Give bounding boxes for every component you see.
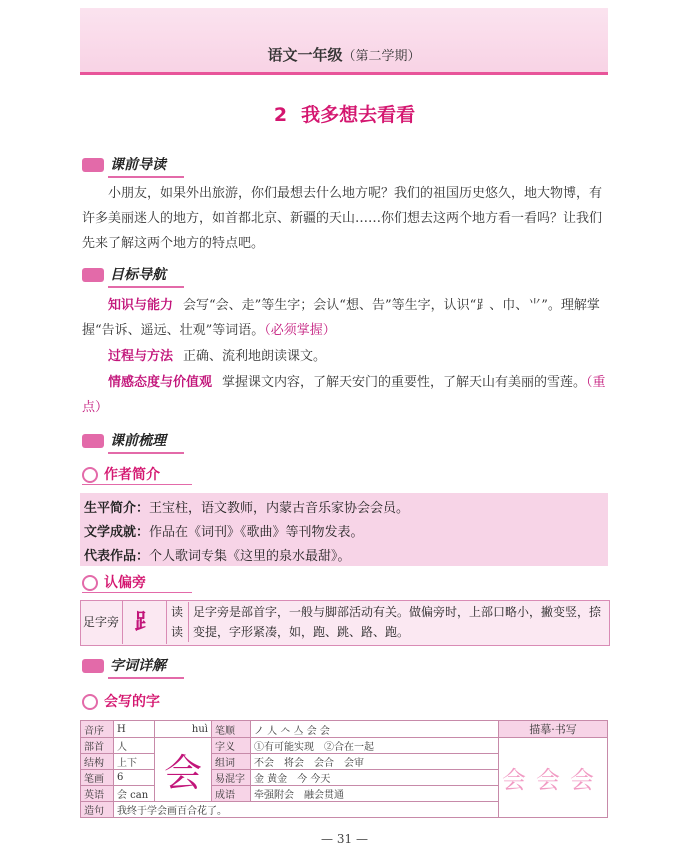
subsection-write-chars [82, 691, 160, 711]
copy-header: 描摹·书写 [499, 721, 608, 738]
author-line [84, 497, 409, 516]
subsection-author [82, 464, 160, 484]
section-goals [82, 264, 166, 284]
goal-label: 情感态度与价值观 [108, 375, 213, 390]
author-line-label: 代表作品： [84, 549, 150, 564]
book-icon [82, 158, 104, 172]
divider [108, 286, 184, 288]
section-review-label: 课前梳理 [110, 433, 166, 449]
goal-item [82, 344, 608, 369]
section-words-label: 字词详解 [110, 658, 166, 674]
book-icon [82, 268, 104, 282]
label-english: 英语 [81, 786, 114, 802]
author-line [84, 521, 364, 540]
char-idiom: 牵强附会 融会贯通 [251, 786, 499, 802]
label-radical: 部首 [81, 738, 114, 754]
radical-description: 足字旁是部首字，一般与脚部活动有关。做偏旁时，上部口略小，撇变竖，捺变提，字形紧凑，如，跑、跳、路、跑。 [193, 605, 602, 639]
label-confusable: 易混字 [212, 770, 251, 786]
section-goals-label: 目标导航 [110, 267, 166, 283]
goal-label: 知识与能力 [108, 298, 174, 313]
lesson-title-text: 我多想去看看 [301, 104, 416, 126]
goal-item [82, 293, 608, 343]
author-line [84, 545, 351, 564]
author-line-text: 个人歌词专集《这里的泉水最甜》。 [149, 549, 351, 564]
char-sentence: 我终于学会画百合花了。 [114, 802, 499, 818]
author-line-text: 作品在《词刊》《歌曲》等刊物发表。 [149, 525, 364, 540]
header-title [80, 44, 608, 65]
books-icon [82, 659, 104, 673]
subsection-radical-label: 认偏旁 [104, 575, 146, 591]
page-number: — 31 — [321, 832, 368, 846]
header-banner [80, 8, 608, 75]
radical-glyph: ⻊ [124, 600, 167, 644]
char-words: 不会 将会 会合 会审 [251, 754, 499, 770]
char-order: H [114, 721, 155, 738]
section-words [82, 655, 166, 675]
lesson-title [0, 100, 689, 127]
cup-icon [82, 434, 104, 448]
book-title: 语文一年级 [267, 46, 343, 64]
author-line-label: 生平简介： [84, 501, 150, 516]
goal-text: 会写“会、走”等生字；会认“想、告”等生字，认识“⻊、巾、⺌”。理解掌握“告诉、遥远、壮观”等词语。 [82, 298, 600, 338]
char-meaning: ①有可能实现 ②合在一起 [251, 738, 499, 754]
radical-name: 足字旁 [80, 600, 123, 644]
label-idiom: 成语 [212, 786, 251, 802]
section-preread-label: 课前导读 [110, 157, 166, 173]
char-strokes: 6 [114, 770, 155, 786]
magnifier-icon [82, 467, 98, 483]
divider [108, 452, 184, 454]
goal-label: 过程与方法 [108, 349, 174, 364]
char-radical: 人 [114, 738, 155, 754]
lesson-number: 2 [273, 104, 288, 126]
author-line-label: 文学成就： [84, 525, 150, 540]
subsection-write-chars-label: 会写的字 [104, 694, 160, 710]
goal-note: （必须掌握） [264, 323, 336, 338]
section-preread [82, 154, 166, 174]
goal-item [82, 370, 608, 420]
magnifier-icon [82, 694, 98, 710]
big-character: 会 [155, 738, 212, 802]
divider [82, 484, 192, 485]
subsection-radical [82, 572, 146, 592]
label-words: 组词 [212, 754, 251, 770]
label-structure: 结构 [81, 754, 114, 770]
read-label: 读 [170, 605, 183, 619]
char-structure: 上下 [114, 754, 155, 770]
char-confusable: 金 黄金 今 今天 [251, 770, 499, 786]
char-stroke-order: ノ 人 𠆢 亼 会 会 [251, 721, 499, 738]
book-subtitle: （第二学期） [342, 49, 421, 64]
magnifier-icon [82, 575, 98, 591]
label-meaning: 字义 [212, 738, 251, 754]
author-line-text: 王宝柱，语文教师，内蒙古音乐家协会会员。 [149, 501, 410, 516]
subsection-author-label: 作者简介 [104, 467, 160, 483]
divider [108, 176, 184, 178]
label-strokes: 笔画 [81, 770, 114, 786]
character-table [80, 720, 608, 818]
preread-text: 小朋友，如果外出旅游，你们最想去什么地方呢？我们的祖国历史悠久，地大物博，有许多美丽迷人的地方，如首都北京、新疆的天山……你们想去这两个地方看一看吗？让我们先来了解这两个地方的特点吧。 [82, 186, 603, 251]
label-stroke-order: 笔顺 [212, 721, 251, 738]
char-pinyin: huì [155, 721, 212, 738]
char-english: 会 can [114, 786, 155, 802]
label-sentence: 造句 [81, 802, 114, 818]
read-label: 读 [170, 625, 183, 639]
trace-characters: 会会会 [499, 738, 608, 818]
divider [108, 677, 184, 679]
goal-text: 正确、流利地朗读课文。 [183, 349, 327, 364]
section-review [82, 430, 166, 450]
label-order: 音序 [81, 721, 114, 738]
goal-text: 掌握课文内容，了解天安门的重要性，了解天山有美丽的雪莲。 [222, 375, 587, 390]
radical-read [166, 602, 189, 642]
divider [82, 592, 192, 593]
goal-note: （重点） [82, 375, 606, 415]
